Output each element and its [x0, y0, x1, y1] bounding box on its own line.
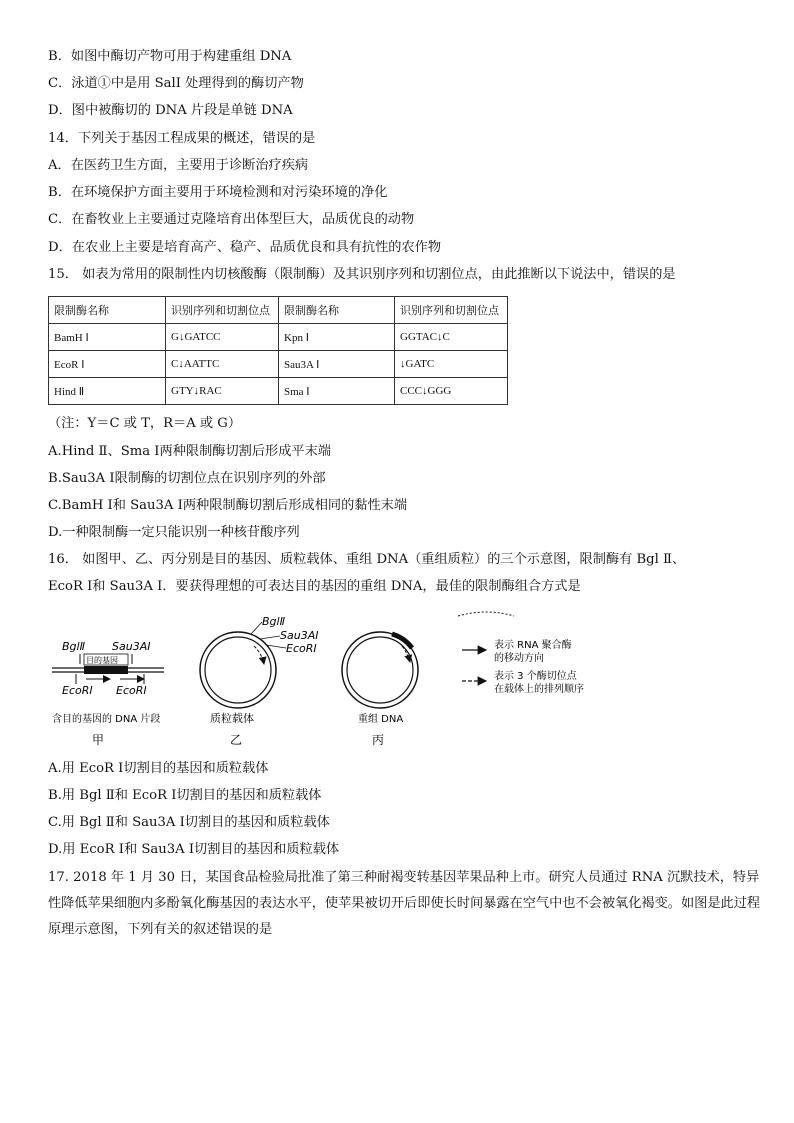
table-cell: CCC↓GGG: [395, 378, 508, 405]
legend-solid-text-2: 的移动方向: [494, 653, 544, 664]
q16-option-c: C.用 Bgl Ⅱ和 Sau3A Ⅰ切割目的基因和质粒载体: [48, 815, 330, 830]
jia-label: 甲: [92, 733, 105, 747]
table-header-cell: 识别序列和切割位点: [395, 297, 508, 324]
sau3a-site-label: Sau3AⅠ: [280, 629, 319, 642]
target-gene-label: 目的基因: [86, 656, 118, 665]
target-gene-segment: [84, 666, 128, 674]
legend-dashed-text-2: 在载体上的排列顺序: [494, 684, 584, 695]
q15-option-a: A.Hind Ⅱ、Sma Ⅰ两种限制酶切割后形成平末端: [48, 444, 331, 459]
table-header-cell: 限制酶名称: [49, 297, 166, 324]
table-cell: Kpn Ⅰ: [279, 324, 395, 351]
legend-dashed-text-1: 表示 3 个酶切位点: [494, 671, 577, 682]
q17-stem: 17. 2018 年 1 月 30 日，某国食品检验局批准了第三种耐褐变转基因苹果品种上市。研究人员通过 RNA 沉默技术，特异性降低苹果细胞内多酚氧化酶基因的表达水平，使苹果被切开后即使长时间暴露在空气中也不会被氧化褐变。如图是此过程原理示意图，下列有关的叙述错误的是: [48, 870, 761, 937]
ecor-site-label-right: EcoRⅠ: [116, 684, 147, 697]
q15-stem: 15． 如表为常用的限制性内切核酸酶（限制酶）及其识别序列和切割位点，由此推断以下说法中，错误的是: [48, 267, 676, 282]
jia-caption: 含目的基因的 DNA 片段: [52, 714, 161, 725]
q13-option-d: D．图中被酶切的 DNA 片段是单链 DNA: [48, 103, 293, 118]
q13-option-c: C．泳道①中是用 SalI 处理得到的酶切产物: [48, 76, 304, 91]
table-header-cell: 识别序列和切割位点: [166, 297, 279, 324]
plasmid-inner-ring: [205, 637, 271, 703]
q14-option-a: A．在医药卫生方面，主要用于诊断治疗疾病: [48, 158, 309, 173]
ecor-site-label-left: EcoRⅠ: [62, 684, 93, 697]
q13-option-b: B．如图中酶切产物可用于构建重组 DNA: [48, 49, 292, 64]
table-cell: EcoR Ⅰ: [49, 351, 166, 378]
table-cell: G↓GATCC: [166, 324, 279, 351]
legend-solid-text-1: 表示 RNA 聚合酶: [494, 640, 572, 651]
sau3a-site-label: Sau3AⅠ: [112, 640, 151, 653]
figure-jia: [52, 640, 164, 747]
figure-yi: [200, 615, 318, 747]
q15-option-c: C.BamH Ⅰ和 Sau3A Ⅰ两种限制酶切割后形成相同的黏性末端: [48, 498, 408, 513]
legend-top-dashed-arc: [458, 612, 514, 616]
q16-figure: [40, 608, 620, 753]
table-cell: Sma Ⅰ: [279, 378, 395, 405]
yi-caption: 质粒载体: [210, 712, 254, 725]
q16-option-d: D.用 EcoR Ⅰ和 Sau3A Ⅰ切割目的基因和质粒载体: [48, 842, 340, 857]
q16-stem-line1: 16． 如图甲、乙、丙分别是目的基因、质粒载体、重组 DNA（重组质粒）的三个示意图，限制酶有 Bgl Ⅱ、: [48, 552, 686, 567]
q16-option-b: B.用 Bgl Ⅱ和 EcoR Ⅰ切割目的基因和质粒载体: [48, 788, 322, 803]
q14-option-c: C．在畜牧业上主要通过克隆培育出体型巨大，品质优良的动物: [48, 212, 415, 227]
table-row: [49, 324, 508, 351]
bgl-pointer: [251, 622, 262, 634]
table-cell: ↓GATC: [395, 351, 508, 378]
q15-option-d: D.一种限制酶一定只能识别一种核苷酸序列: [48, 525, 300, 540]
figure-legend: [458, 612, 584, 695]
table-cell: GGTAC↓C: [395, 324, 508, 351]
figure-bing: [342, 632, 418, 747]
q15-note: （注：Y＝C 或 T，R＝A 或 G）: [48, 416, 242, 431]
bgl-site-label: BglⅡ: [62, 640, 85, 653]
q14-option-d: D．在农业上主要是培育高产、稳产、品质优良和具有抗性的农作物: [48, 240, 442, 255]
bing-label: 丙: [372, 733, 385, 747]
ecor-site-label: EcoRⅠ: [286, 642, 317, 655]
q14-stem: 14．下列关于基因工程成果的概述，错误的是: [48, 131, 316, 146]
table-cell: Sau3A Ⅰ: [279, 351, 395, 378]
table-cell: Hind Ⅱ: [49, 378, 166, 405]
bgl-site-label: BglⅡ: [262, 615, 285, 628]
restriction-enzyme-table: [48, 296, 508, 405]
plasmid-outer-ring: [200, 632, 276, 708]
table-cell: C↓AATTC: [166, 351, 279, 378]
q14-option-b: B．在环境保护方面主要用于环境检测和对污染环境的净化: [48, 185, 388, 200]
table-header-row: [49, 297, 508, 324]
table-cell: GTY↓RAC: [166, 378, 279, 405]
table-header-cell: 限制酶名称: [279, 297, 395, 324]
bing-caption: 重组 DNA: [358, 714, 404, 725]
table-row: [49, 378, 508, 405]
table-row: [49, 351, 508, 378]
q15-option-b: B.Sau3A Ⅰ限制酶的切割位点在识别序列的外部: [48, 471, 326, 486]
q16-option-a: A.用 EcoR Ⅰ切割目的基因和质粒载体: [48, 761, 269, 776]
sau3a-pointer: [260, 636, 280, 639]
q16-stem-line2: EcoR Ⅰ和 Sau3A Ⅰ．要获得理想的可表达目的基因的重组 DNA，最佳的限制酶组合方式是: [48, 579, 581, 594]
yi-label: 乙: [230, 733, 243, 747]
table-cell: BamH Ⅰ: [49, 324, 166, 351]
